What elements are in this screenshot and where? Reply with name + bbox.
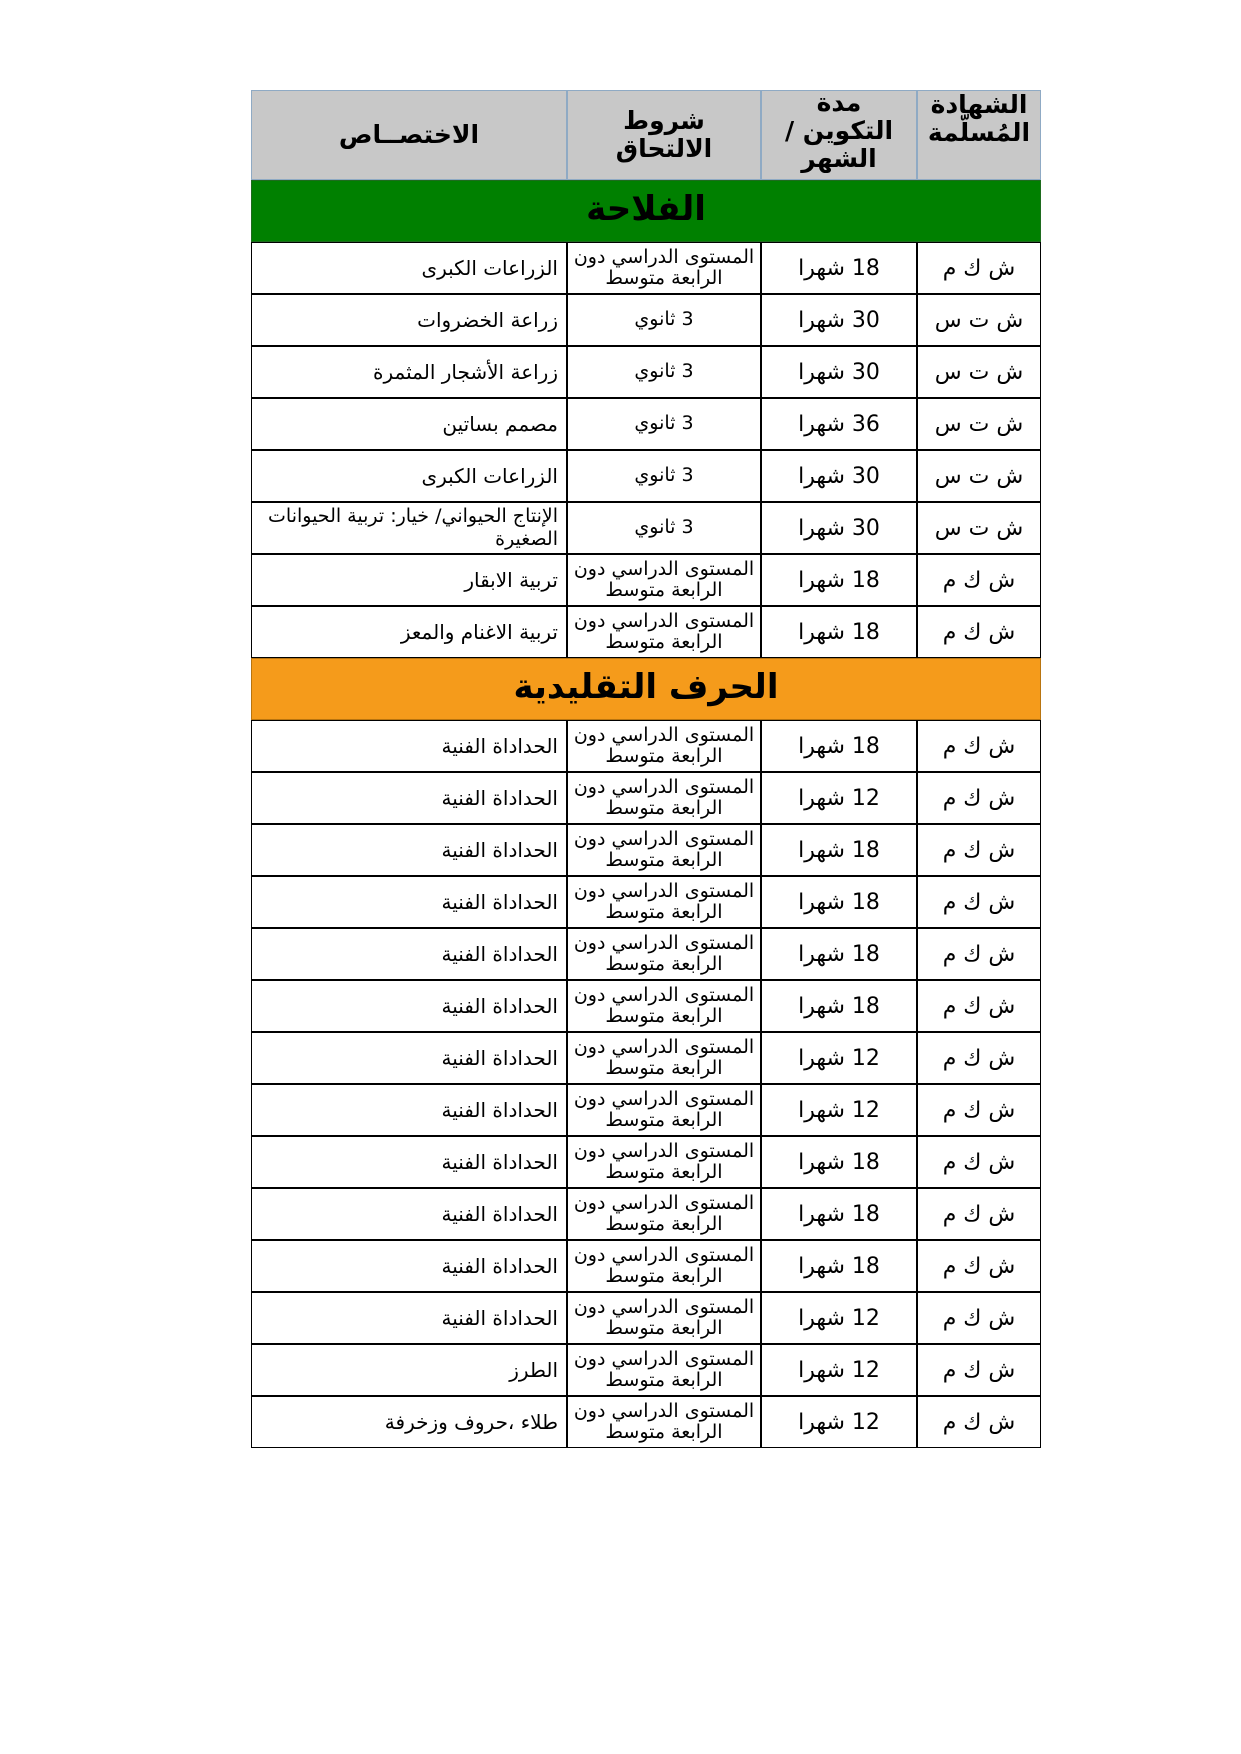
cell-certificate: ش ك م bbox=[917, 554, 1041, 606]
column-header-specialization: الاختصــاص bbox=[251, 90, 567, 180]
cell-duration: 18 شهرا bbox=[761, 606, 917, 658]
table-row bbox=[251, 1240, 1041, 1292]
cell-duration: 36 شهرا bbox=[761, 398, 917, 450]
cell-duration: 18 شهرا bbox=[761, 554, 917, 606]
cell-certificate: ش ك م bbox=[917, 876, 1041, 928]
cell-specialization: الحداداة الفنية bbox=[251, 824, 567, 876]
cell-duration: 18 شهرا bbox=[761, 720, 917, 772]
cell-conditions: المستوى الدراسي دون الرابعة متوسط bbox=[567, 606, 761, 658]
table-body bbox=[251, 180, 1041, 1448]
table-row bbox=[251, 1344, 1041, 1396]
cell-certificate: ش ت س bbox=[917, 398, 1041, 450]
cell-specialization: الطرز bbox=[251, 1344, 567, 1396]
cell-conditions: 3 ثانوي bbox=[567, 398, 761, 450]
column-header-duration: مدة التكوين /الشهر bbox=[761, 90, 917, 180]
table-row bbox=[251, 980, 1041, 1032]
cell-conditions: المستوى الدراسي دون الرابعة متوسط bbox=[567, 980, 761, 1032]
cell-specialization: الحداداة الفنية bbox=[251, 720, 567, 772]
cell-duration: 30 شهرا bbox=[761, 502, 917, 554]
table-row bbox=[251, 398, 1041, 450]
cell-specialization: مصمم بساتين bbox=[251, 398, 567, 450]
table-row bbox=[251, 1188, 1041, 1240]
cell-conditions: المستوى الدراسي دون الرابعة متوسط bbox=[567, 1344, 761, 1396]
table-row bbox=[251, 502, 1041, 554]
table-row bbox=[251, 1032, 1041, 1084]
table-header-row bbox=[251, 90, 1041, 180]
table-row bbox=[251, 1084, 1041, 1136]
cell-conditions: 3 ثانوي bbox=[567, 294, 761, 346]
cell-duration: 12 شهرا bbox=[761, 1344, 917, 1396]
cell-duration: 18 شهرا bbox=[761, 824, 917, 876]
cell-conditions: المستوى الدراسي دون الرابعة متوسط bbox=[567, 876, 761, 928]
cell-certificate: ش ك م bbox=[917, 928, 1041, 980]
cell-conditions: 3 ثانوي bbox=[567, 346, 761, 398]
column-header-conditions: شروط الالتحاق bbox=[567, 90, 761, 180]
cell-duration: 18 شهرا bbox=[761, 1188, 917, 1240]
cell-conditions: المستوى الدراسي دون الرابعة متوسط bbox=[567, 824, 761, 876]
section-title: الفلاحة bbox=[251, 180, 1041, 242]
table-row bbox=[251, 346, 1041, 398]
table-header bbox=[251, 90, 1041, 180]
cell-conditions: 3 ثانوي bbox=[567, 450, 761, 502]
cell-conditions: المستوى الدراسي دون الرابعة متوسط bbox=[567, 1240, 761, 1292]
table-row bbox=[251, 450, 1041, 502]
cell-conditions: المستوى الدراسي دون الرابعة متوسط bbox=[567, 772, 761, 824]
cell-certificate: ش ك م bbox=[917, 1084, 1041, 1136]
cell-specialization: الحداداة الفنية bbox=[251, 772, 567, 824]
cell-certificate: ش ت س bbox=[917, 346, 1041, 398]
cell-duration: 12 شهرا bbox=[761, 1292, 917, 1344]
cell-conditions: المستوى الدراسي دون الرابعة متوسط bbox=[567, 1292, 761, 1344]
cell-specialization: الحداداة الفنية bbox=[251, 1188, 567, 1240]
cell-certificate: ش ك م bbox=[917, 1344, 1041, 1396]
cell-conditions: المستوى الدراسي دون الرابعة متوسط bbox=[567, 1188, 761, 1240]
cell-duration: 12 شهرا bbox=[761, 1396, 917, 1448]
cell-conditions: 3 ثانوي bbox=[567, 502, 761, 554]
table-row bbox=[251, 1396, 1041, 1448]
cell-certificate: ش ك م bbox=[917, 1136, 1041, 1188]
cell-duration: 18 شهرا bbox=[761, 876, 917, 928]
cell-certificate: ش ت س bbox=[917, 450, 1041, 502]
training-specializations-table bbox=[251, 90, 1041, 1448]
cell-conditions: المستوى الدراسي دون الرابعة متوسط bbox=[567, 720, 761, 772]
cell-specialization: الحداداة الفنية bbox=[251, 1084, 567, 1136]
cell-certificate: ش ك م bbox=[917, 1032, 1041, 1084]
cell-specialization: زراعة الأشجار المثمرة bbox=[251, 346, 567, 398]
cell-specialization: تربية الاغنام والمعز bbox=[251, 606, 567, 658]
table-row bbox=[251, 242, 1041, 294]
cell-duration: 12 شهرا bbox=[761, 1032, 917, 1084]
cell-certificate: ش ك م bbox=[917, 606, 1041, 658]
cell-specialization: الحداداة الفنية bbox=[251, 1136, 567, 1188]
cell-certificate: ش ك م bbox=[917, 772, 1041, 824]
table-row bbox=[251, 294, 1041, 346]
cell-conditions: المستوى الدراسي دون الرابعة متوسط bbox=[567, 1084, 761, 1136]
table-row bbox=[251, 1136, 1041, 1188]
cell-certificate: ش ك م bbox=[917, 1188, 1041, 1240]
cell-conditions: المستوى الدراسي دون الرابعة متوسط bbox=[567, 1396, 761, 1448]
cell-certificate: ش ت س bbox=[917, 502, 1041, 554]
cell-certificate: ش ك م bbox=[917, 720, 1041, 772]
cell-certificate: ش ك م bbox=[917, 1292, 1041, 1344]
cell-conditions: المستوى الدراسي دون الرابعة متوسط bbox=[567, 1032, 761, 1084]
cell-duration: 12 شهرا bbox=[761, 1084, 917, 1136]
table-row bbox=[251, 554, 1041, 606]
section-title: الحرف التقليدية bbox=[251, 658, 1041, 720]
column-header-certificate: الشهادة المُسلّمة bbox=[917, 90, 1041, 180]
cell-specialization: الزراعات الكبرى bbox=[251, 450, 567, 502]
cell-duration: 18 شهرا bbox=[761, 980, 917, 1032]
training-specializations-table-wrapper bbox=[226, 90, 1041, 1448]
cell-certificate: ش ك م bbox=[917, 980, 1041, 1032]
cell-certificate: ش ك م bbox=[917, 1396, 1041, 1448]
table-row bbox=[251, 1292, 1041, 1344]
cell-duration: 18 شهرا bbox=[761, 1240, 917, 1292]
table-row bbox=[251, 606, 1041, 658]
cell-conditions: المستوى الدراسي دون الرابعة متوسط bbox=[567, 928, 761, 980]
cell-specialization: الحداداة الفنية bbox=[251, 876, 567, 928]
cell-specialization: الحداداة الفنية bbox=[251, 1032, 567, 1084]
cell-specialization: الحداداة الفنية bbox=[251, 980, 567, 1032]
cell-specialization: زراعة الخضروات bbox=[251, 294, 567, 346]
table-row bbox=[251, 720, 1041, 772]
cell-specialization: الزراعات الكبرى bbox=[251, 242, 567, 294]
cell-duration: 12 شهرا bbox=[761, 772, 917, 824]
cell-certificate: ش ت س bbox=[917, 294, 1041, 346]
cell-duration: 30 شهرا bbox=[761, 346, 917, 398]
section-banner-row bbox=[251, 180, 1041, 242]
cell-specialization: تربية الابقار bbox=[251, 554, 567, 606]
table-row bbox=[251, 824, 1041, 876]
table-row bbox=[251, 772, 1041, 824]
cell-duration: 18 شهرا bbox=[761, 928, 917, 980]
cell-conditions: المستوى الدراسي دون الرابعة متوسط bbox=[567, 554, 761, 606]
table-row bbox=[251, 928, 1041, 980]
cell-specialization: الحداداة الفنية bbox=[251, 1292, 567, 1344]
section-banner-row bbox=[251, 658, 1041, 720]
cell-specialization: الإنتاج الحيواني/ خيار: تربية الحيوانات الصغيرة bbox=[251, 502, 567, 554]
cell-duration: 18 شهرا bbox=[761, 1136, 917, 1188]
cell-conditions: المستوى الدراسي دون الرابعة متوسط bbox=[567, 242, 761, 294]
cell-certificate: ش ك م bbox=[917, 824, 1041, 876]
cell-duration: 18 شهرا bbox=[761, 242, 917, 294]
cell-specialization: الحداداة الفنية bbox=[251, 1240, 567, 1292]
table-row bbox=[251, 876, 1041, 928]
cell-duration: 30 شهرا bbox=[761, 294, 917, 346]
cell-specialization: طلاء ،حروف وزخرفة bbox=[251, 1396, 567, 1448]
cell-specialization: الحداداة الفنية bbox=[251, 928, 567, 980]
cell-certificate: ش ك م bbox=[917, 1240, 1041, 1292]
cell-duration: 30 شهرا bbox=[761, 450, 917, 502]
cell-certificate: ش ك م bbox=[917, 242, 1041, 294]
cell-conditions: المستوى الدراسي دون الرابعة متوسط bbox=[567, 1136, 761, 1188]
